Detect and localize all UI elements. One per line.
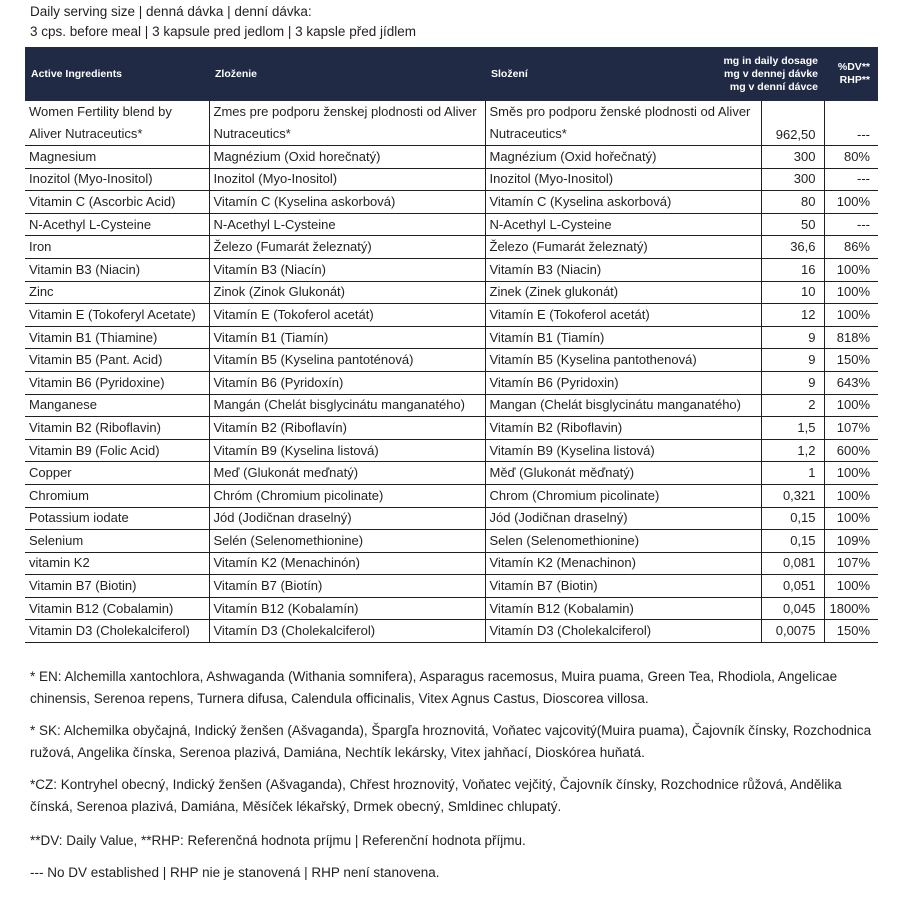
cell-daily-dosage: 16 xyxy=(761,258,824,281)
cell-slozeni: Magnézium (Oxid hořečnatý) xyxy=(485,146,761,169)
cell-dv: --- xyxy=(824,168,878,191)
cell-zlozenie: Vitamín B12 (Kobalamín) xyxy=(209,597,485,620)
ingredients-table xyxy=(25,47,878,643)
cell-dv: --- xyxy=(824,101,878,146)
cell-zlozenie: Vitamín D3 (Cholekalciferol) xyxy=(209,620,485,643)
cell-daily-dosage: 1 xyxy=(761,462,824,485)
cell-daily-dosage: 300 xyxy=(761,168,824,191)
footnotes xyxy=(30,666,880,894)
cell-active-ingredient: Magnesium xyxy=(25,146,209,169)
cell-slozeni: Selen (Selenomethionine) xyxy=(485,530,761,553)
cell-active-ingredient: Selenium xyxy=(25,530,209,553)
cell-daily-dosage: 0,0075 xyxy=(761,620,824,643)
cell-slozeni: Měď (Glukonát měďnatý) xyxy=(485,462,761,485)
table-header xyxy=(25,47,878,101)
footnote-dv: **DV: Daily Value, **RHP: Referenčná hodnota príjmu | Referenční hodnota příjmu. xyxy=(30,833,526,848)
cell-daily-dosage: 0,045 xyxy=(761,597,824,620)
cell-daily-dosage: 0,051 xyxy=(761,575,824,598)
cell-daily-dosage: 0,15 xyxy=(761,530,824,553)
cell-dv: 100% xyxy=(824,394,878,417)
cell-daily-dosage: 2 xyxy=(761,394,824,417)
cell-active-ingredient: Vitamin B6 (Pyridoxine) xyxy=(25,371,209,394)
cell-zlozenie: Vitamín B5 (Kyselina pantoténová) xyxy=(209,349,485,372)
cell-active-ingredient: Vitamin B9 (Folic Acid) xyxy=(25,439,209,462)
footnote-no-dv: --- No DV established | RHP nie je stanovená | RHP není stanovena. xyxy=(30,865,440,880)
cell-zlozenie: Jód (Jodičnan draselný) xyxy=(209,507,485,530)
table-row xyxy=(25,101,878,146)
header-slozeni: Složení xyxy=(485,47,761,101)
table-row xyxy=(25,462,878,485)
cell-daily-dosage: 80 xyxy=(761,191,824,214)
table-row xyxy=(25,575,878,598)
cell-zlozenie: Zinok (Zinok Glukonát) xyxy=(209,281,485,304)
cell-zlozenie: Meď (Glukonát meďnatý) xyxy=(209,462,485,485)
cell-active-ingredient: Potassium iodate xyxy=(25,507,209,530)
cell-zlozenie: Vitamín B1 (Tiamín) xyxy=(209,326,485,349)
cell-daily-dosage: 0,081 xyxy=(761,552,824,575)
cell-zlozenie: Železo (Fumarát železnatý) xyxy=(209,236,485,259)
cell-zlozenie: Vitamín E (Tokoferol acetát) xyxy=(209,304,485,327)
cell-active-ingredient: Vitamin B3 (Niacin) xyxy=(25,258,209,281)
cell-active-ingredient: Chromium xyxy=(25,484,209,507)
cell-slozeni: Vitamín B3 (Niacin) xyxy=(485,258,761,281)
cell-daily-dosage: 962,50 xyxy=(761,101,824,146)
header-active-ingredients: Active Ingredients xyxy=(25,47,209,101)
cell-dv: 100% xyxy=(824,462,878,485)
cell-active-ingredient: Vitamin D3 (Cholekalciferol) xyxy=(25,620,209,643)
table-row xyxy=(25,597,878,620)
cell-daily-dosage: 10 xyxy=(761,281,824,304)
cell-dv: 100% xyxy=(824,575,878,598)
cell-slozeni: Vitamín C (Kyselina askorbová) xyxy=(485,191,761,214)
cell-zlozenie: Vitamín C (Kyselina askorbová) xyxy=(209,191,485,214)
table-row xyxy=(25,304,878,327)
cell-slozeni: Vitamín E (Tokoferol acetát) xyxy=(485,304,761,327)
cell-active-ingredient: Iron xyxy=(25,236,209,259)
cell-slozeni: N-Acethyl L-Cysteine xyxy=(485,213,761,236)
footnote-cz: *CZ: Kontryhel obecný, Indický ženšen (Ašvaganda), Chřest hroznovitý, Voňatec vejčitý, Čajovník čínsky, Rozchodnice růžová, Andělika čínská, Serenoa plazivá, Damiána, Měsíček lékařský, Drmek obecný, Smldinec chlupatý. xyxy=(30,777,842,814)
cell-dv: 86% xyxy=(824,236,878,259)
cell-active-ingredient: Vitamin B2 (Riboflavin) xyxy=(25,417,209,440)
cell-slozeni: Železo (Fumarát železnatý) xyxy=(485,236,761,259)
cell-active-ingredient: Inozitol (Myo-Inositol) xyxy=(25,168,209,191)
table-row xyxy=(25,507,878,530)
cell-daily-dosage: 9 xyxy=(761,371,824,394)
table-row xyxy=(25,191,878,214)
table-row xyxy=(25,371,878,394)
cell-dv: 100% xyxy=(824,191,878,214)
cell-zlozenie: Mangán (Chelát bisglycinátu manganatého) xyxy=(209,394,485,417)
cell-active-ingredient: Zinc xyxy=(25,281,209,304)
footnote-en: * EN: Alchemilla xantochlora, Ashwaganda (Withania somnifera), Asparagus racemosus, Muira puama, Green Tea, Rhodiola, Angelicae chinensis, Serenoa repens, Turnera difusa, Calendula officinalis, Vitex Agnus Castus, Dioscorea villosa. xyxy=(30,669,838,706)
table-row xyxy=(25,236,878,259)
cell-dv: 100% xyxy=(824,304,878,327)
cell-daily-dosage: 1,2 xyxy=(761,439,824,462)
cell-zlozenie: Selén (Selenomethionine) xyxy=(209,530,485,553)
cell-dv: 1800% xyxy=(824,597,878,620)
cell-zlozenie: Vitamín B3 (Niacín) xyxy=(209,258,485,281)
cell-active-ingredient: Manganese xyxy=(25,394,209,417)
cell-daily-dosage: 9 xyxy=(761,349,824,372)
cell-slozeni: Vitamín B12 (Kobalamin) xyxy=(485,597,761,620)
cell-zlozenie: Inozitol (Myo-Inositol) xyxy=(209,168,485,191)
cell-slozeni: Chrom (Chromium picolinate) xyxy=(485,484,761,507)
table-row xyxy=(25,146,878,169)
cell-slozeni: Jód (Jodičnan draselný) xyxy=(485,507,761,530)
cell-daily-dosage: 1,5 xyxy=(761,417,824,440)
cell-zlozenie: Magnézium (Oxid horečnatý) xyxy=(209,146,485,169)
cell-zlozenie: Zmes pre podporu ženskej plodnosti od Aliver Nutraceutics* xyxy=(209,101,485,146)
cell-slozeni: Vitamín D3 (Cholekalciferol) xyxy=(485,620,761,643)
table-row xyxy=(25,417,878,440)
cell-dv: 818% xyxy=(824,326,878,349)
cell-slozeni: Mangan (Chelát bisglycinátu manganatého) xyxy=(485,394,761,417)
header-zlozenie: Zloženie xyxy=(209,47,485,101)
cell-slozeni: Vitamín B7 (Biotin) xyxy=(485,575,761,598)
serving-size-value: 3 cps. before meal | 3 kapsule pred jedlom | 3 kapsle před jídlem xyxy=(30,24,416,39)
cell-zlozenie: Vitamín B7 (Biotín) xyxy=(209,575,485,598)
cell-active-ingredient: N-Acethyl L-Cysteine xyxy=(25,213,209,236)
table-row xyxy=(25,439,878,462)
table-row xyxy=(25,530,878,553)
cell-daily-dosage: 36,6 xyxy=(761,236,824,259)
cell-daily-dosage: 50 xyxy=(761,213,824,236)
table-row xyxy=(25,258,878,281)
cell-slozeni: Směs pro podporu ženské plodnosti od Aliver Nutraceutics* xyxy=(485,101,761,146)
cell-active-ingredient: Vitamin C (Ascorbic Acid) xyxy=(25,191,209,214)
cell-zlozenie: Vitamín B6 (Pyridoxín) xyxy=(209,371,485,394)
footnote-sk: * SK: Alchemilka obyčajná, Indický ženšen (Ašvaganda), Špargľa hroznovitá, Voňatec vajcovitý(Muira puama), Čajovník čínsky, Rozchodnica ružová, Angelika čínska, Serenoa plazivá, Damiána, Nechtík lekársky, Vitex jahňací, Dioskórea huňatá. xyxy=(30,723,872,760)
header-daily-dosage: mg in daily dosage mg v dennej dávke mg v denní dávce xyxy=(761,47,824,101)
cell-daily-dosage: 0,321 xyxy=(761,484,824,507)
cell-zlozenie: N-Acethyl L-Cysteine xyxy=(209,213,485,236)
cell-dv: 150% xyxy=(824,620,878,643)
serving-size-label: Daily serving size | denná dávka | denní dávka: xyxy=(30,4,312,19)
cell-slozeni: Vitamín B6 (Pyridoxin) xyxy=(485,371,761,394)
cell-zlozenie: Vitamín B9 (Kyselina listová) xyxy=(209,439,485,462)
cell-active-ingredient: Vitamin B12 (Cobalamin) xyxy=(25,597,209,620)
table-body xyxy=(25,101,878,643)
cell-dv: 80% xyxy=(824,146,878,169)
cell-dv: 100% xyxy=(824,484,878,507)
cell-dv: 100% xyxy=(824,258,878,281)
table-row xyxy=(25,281,878,304)
table-row xyxy=(25,620,878,643)
cell-slozeni: Inozitol (Myo-Inositol) xyxy=(485,168,761,191)
cell-dv: 100% xyxy=(824,281,878,304)
cell-dv: 600% xyxy=(824,439,878,462)
cell-dv: 109% xyxy=(824,530,878,553)
cell-slozeni: Vitamín K2 (Menachinon) xyxy=(485,552,761,575)
cell-dv: 150% xyxy=(824,349,878,372)
cell-slozeni: Vitamín B2 (Riboflavin) xyxy=(485,417,761,440)
cell-active-ingredient: vitamin K2 xyxy=(25,552,209,575)
cell-active-ingredient: Vitamin B5 (Pant. Acid) xyxy=(25,349,209,372)
table-row xyxy=(25,213,878,236)
table-row xyxy=(25,394,878,417)
cell-active-ingredient: Vitamin B7 (Biotin) xyxy=(25,575,209,598)
cell-dv: 107% xyxy=(824,417,878,440)
header-dv: %DV** RHP** xyxy=(824,47,878,101)
table-row xyxy=(25,326,878,349)
serving-size-info xyxy=(30,2,416,42)
cell-active-ingredient: Copper xyxy=(25,462,209,485)
cell-active-ingredient: Vitamin B1 (Thiamine) xyxy=(25,326,209,349)
cell-active-ingredient: Women Fertility blend by Aliver Nutraceutics* xyxy=(25,101,209,146)
cell-slozeni: Vitamín B9 (Kyselina listová) xyxy=(485,439,761,462)
cell-slozeni: Zinek (Zinek glukonát) xyxy=(485,281,761,304)
table-row xyxy=(25,349,878,372)
table-row xyxy=(25,168,878,191)
cell-zlozenie: Vitamín K2 (Menachinón) xyxy=(209,552,485,575)
cell-daily-dosage: 300 xyxy=(761,146,824,169)
cell-dv: 107% xyxy=(824,552,878,575)
cell-zlozenie: Chróm (Chromium picolinate) xyxy=(209,484,485,507)
cell-dv: --- xyxy=(824,213,878,236)
cell-zlozenie: Vitamín B2 (Riboflavín) xyxy=(209,417,485,440)
cell-slozeni: Vitamín B5 (Kyselina pantothenová) xyxy=(485,349,761,372)
cell-daily-dosage: 9 xyxy=(761,326,824,349)
table-row xyxy=(25,552,878,575)
cell-slozeni: Vitamín B1 (Tiamín) xyxy=(485,326,761,349)
cell-active-ingredient: Vitamin E (Tokoferyl Acetate) xyxy=(25,304,209,327)
cell-dv: 100% xyxy=(824,507,878,530)
cell-dv: 643% xyxy=(824,371,878,394)
cell-daily-dosage: 12 xyxy=(761,304,824,327)
cell-daily-dosage: 0,15 xyxy=(761,507,824,530)
table-row xyxy=(25,484,878,507)
